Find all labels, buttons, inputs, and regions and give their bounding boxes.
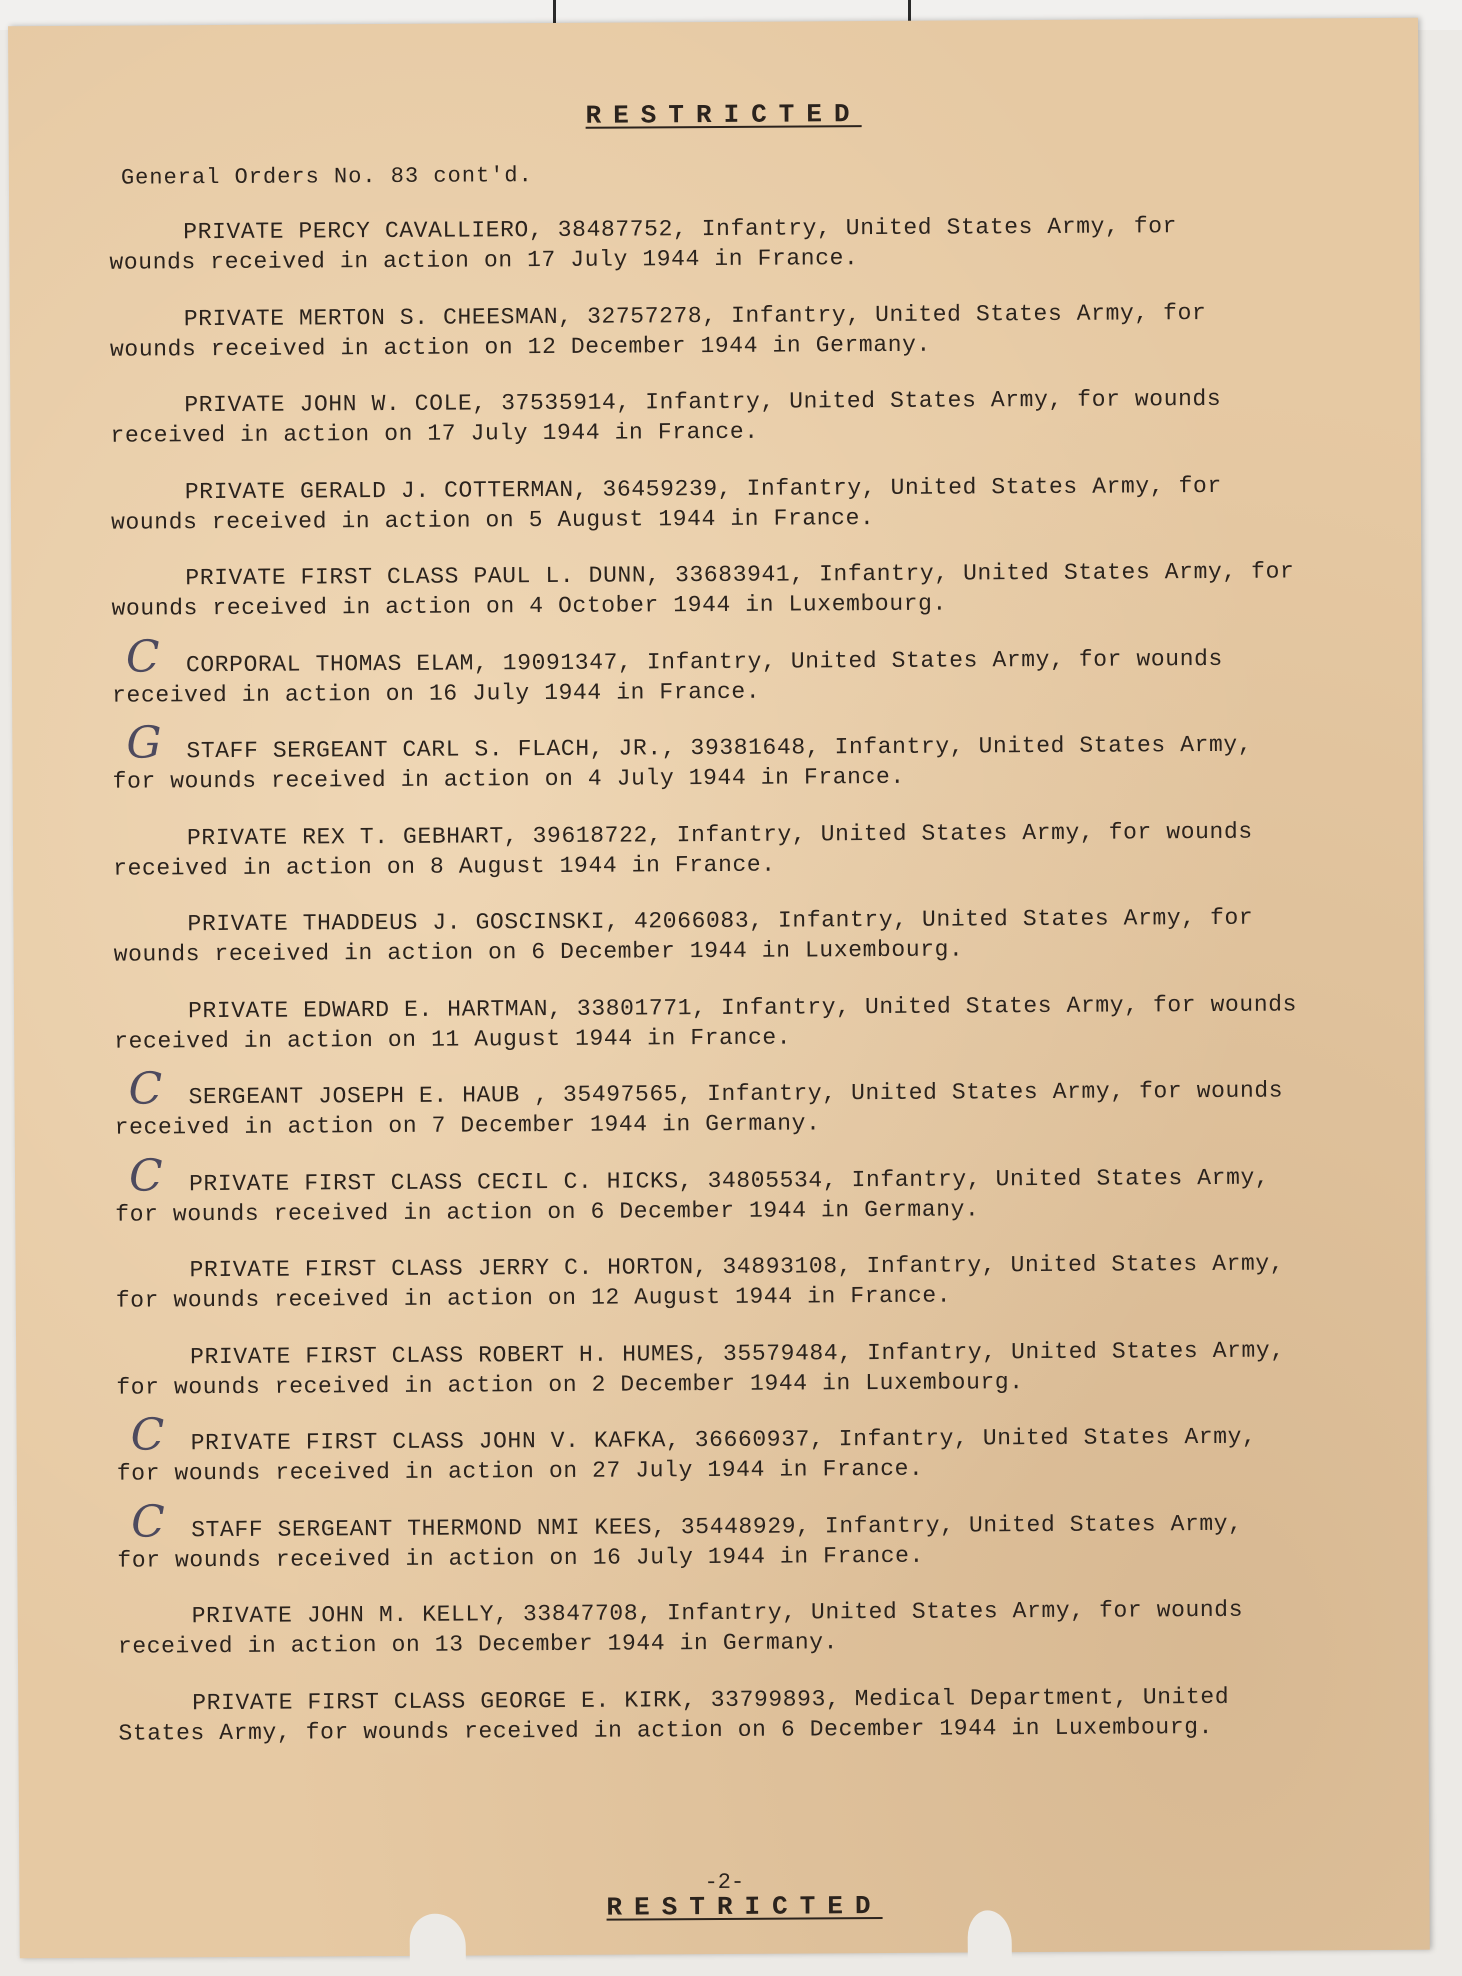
award-entry — [115, 1149, 1366, 1256]
entry-line-1: CORPORAL THOMAS ELAM, 19091347, Infantry, United States Army, for wounds — [185, 645, 1223, 678]
entry-line-2: for wounds received in action on 6 December 1944 in Germany. — [115, 1195, 980, 1228]
handwritten-mark: C — [128, 1149, 163, 1202]
entry-line-1: PRIVATE FIRST CLASS GEORGE E. KIRK, 33799893, Medical Department, United — [192, 1683, 1230, 1716]
award-entry — [110, 383, 1361, 477]
award-entry — [113, 816, 1364, 910]
entry-line-2: for wounds received in action on 2 December 1944 in Luxembourg. — [116, 1368, 1024, 1401]
entry-line-1: PRIVATE GERALD J. COTTERMAN, 36459239, Infantry, United States Army, for — [184, 472, 1222, 505]
award-entry — [116, 1409, 1368, 1515]
handwritten-mark: G — [126, 717, 162, 769]
award-entry — [109, 210, 1360, 304]
award-entry — [114, 989, 1365, 1083]
award-entry — [118, 1681, 1369, 1775]
entry-line-1: STAFF SERGEANT THERMOND NMI KEES, 35448929, Infantry, United States Army, — [191, 1510, 1243, 1543]
entry-line-1: PRIVATE FIRST CLASS PAUL L. DUNN, 33683941, Infantry, United States Army, for — [185, 558, 1295, 592]
award-entry — [114, 1063, 1365, 1169]
award-entry — [118, 1594, 1369, 1688]
entry-line-1: STAFF SERGEANT CARL S. FLACH, JR., 39381648, Infantry, United States Army, — [186, 731, 1253, 765]
award-entry — [112, 717, 1363, 823]
entry-line-1: PRIVATE FIRST CLASS CECIL C. HICKS, 34805534, Infantry, United States Army, — [189, 1164, 1270, 1197]
entry-line-1: PRIVATE PERCY CAVALLIERO, 38487752, Infantry, United States Army, for — [183, 213, 1178, 246]
restricted-footer: RESTRICTED — [606, 1890, 883, 1923]
entry-line-2: for wounds received in action on 12 August 1944 in France. — [115, 1282, 952, 1314]
award-entry — [112, 630, 1363, 737]
entry-line-2: wounds received in action on 6 December 1944 in Luxembourg. — [113, 936, 964, 968]
entry-line-1: PRIVATE EDWARD E. HARTMAN, 33801771, Infantry, United States Army, for wounds — [187, 990, 1298, 1024]
award-entry — [111, 556, 1362, 650]
entry-line-2: received in action on 7 December 1944 in Germany. — [114, 1110, 821, 1141]
page-number: -2- — [704, 1869, 745, 1896]
handwritten-mark: C — [130, 1495, 165, 1548]
entry-line-2: received in action on 13 December 1944 in Germany. — [117, 1629, 839, 1660]
entry-line-1: PRIVATE REX T. GEBHART, 39618722, Infantry, United States Army, for wounds — [186, 818, 1253, 851]
entry-line-2: received in action on 11 August 1944 in France. — [114, 1024, 792, 1055]
award-entry — [110, 297, 1361, 391]
order-reference: General Orders No. 83 cont'd. — [120, 163, 533, 191]
entry-line-1: PRIVATE THADDEUS J. GOSCINSKI, 42066083, Infantry, United States Army, for — [187, 904, 1254, 938]
entry-line-2: States Army, for wounds received in action on 6 December 1944 in Luxembourg. — [118, 1713, 1214, 1747]
entry-line-1: PRIVATE JOHN W. COLE, 37535914, Infantry, United States Army, for wounds — [184, 385, 1222, 419]
handwritten-mark: C — [125, 630, 160, 683]
award-entry — [111, 470, 1362, 564]
award-entry — [117, 1495, 1368, 1602]
entry-line-1: PRIVATE FIRST CLASS ROBERT H. HUMES, 35579484, Infantry, United States Army, — [190, 1337, 1285, 1370]
entry-line-2: for wounds received in action on 16 July 1944 in France. — [117, 1542, 924, 1574]
entry-line-2: wounds received in action on 4 October 1944 in Luxembourg. — [111, 590, 947, 622]
restricted-header: RESTRICTED — [585, 99, 862, 131]
entry-line-2: received in action on 17 July 1944 in France. — [110, 418, 759, 449]
award-entry — [116, 1335, 1367, 1429]
entry-line-2: wounds received in action on 17 July 1944 in France. — [109, 245, 859, 276]
award-entry-list — [109, 210, 1368, 1775]
entry-line-1: PRIVATE FIRST CLASS JOHN V. KAFKA, 36660937, Infantry, United States Army, — [190, 1423, 1257, 1457]
entry-line-2: wounds received in action on 12 December 1944 in Germany. — [109, 331, 931, 363]
entry-line-2: for wounds received in action on 27 July 1944 in France. — [116, 1455, 924, 1487]
entry-line-1: PRIVATE MERTON S. CHEESMAN, 32757278, Infantry, United States Army, for — [183, 299, 1207, 332]
handwritten-mark: C — [130, 1409, 165, 1461]
entry-line-2: received in action on 8 August 1944 in France. — [113, 851, 776, 882]
entry-line-2: wounds received in action on 5 August 1944 in France. — [110, 504, 875, 536]
document-page — [8, 18, 1430, 1959]
award-entry — [113, 902, 1364, 996]
handwritten-mark: C — [128, 1063, 163, 1115]
entry-line-2: for wounds received in action on 4 July 1944 in France. — [112, 763, 905, 795]
entry-line-1: PRIVATE JOHN M. KELLY, 33847708, Infantry, United States Army, for wounds — [191, 1596, 1244, 1630]
entry-line-1: PRIVATE FIRST CLASS JERRY C. HORTON, 34893108, Infantry, United States Army, — [189, 1250, 1285, 1284]
entry-line-2: received in action on 16 July 1944 in France. — [112, 678, 761, 709]
award-entry — [116, 1248, 1367, 1342]
entry-line-1: SERGEANT JOSEPH E. HAUB , 35497565, Infantry, United States Army, for wounds — [188, 1077, 1284, 1111]
